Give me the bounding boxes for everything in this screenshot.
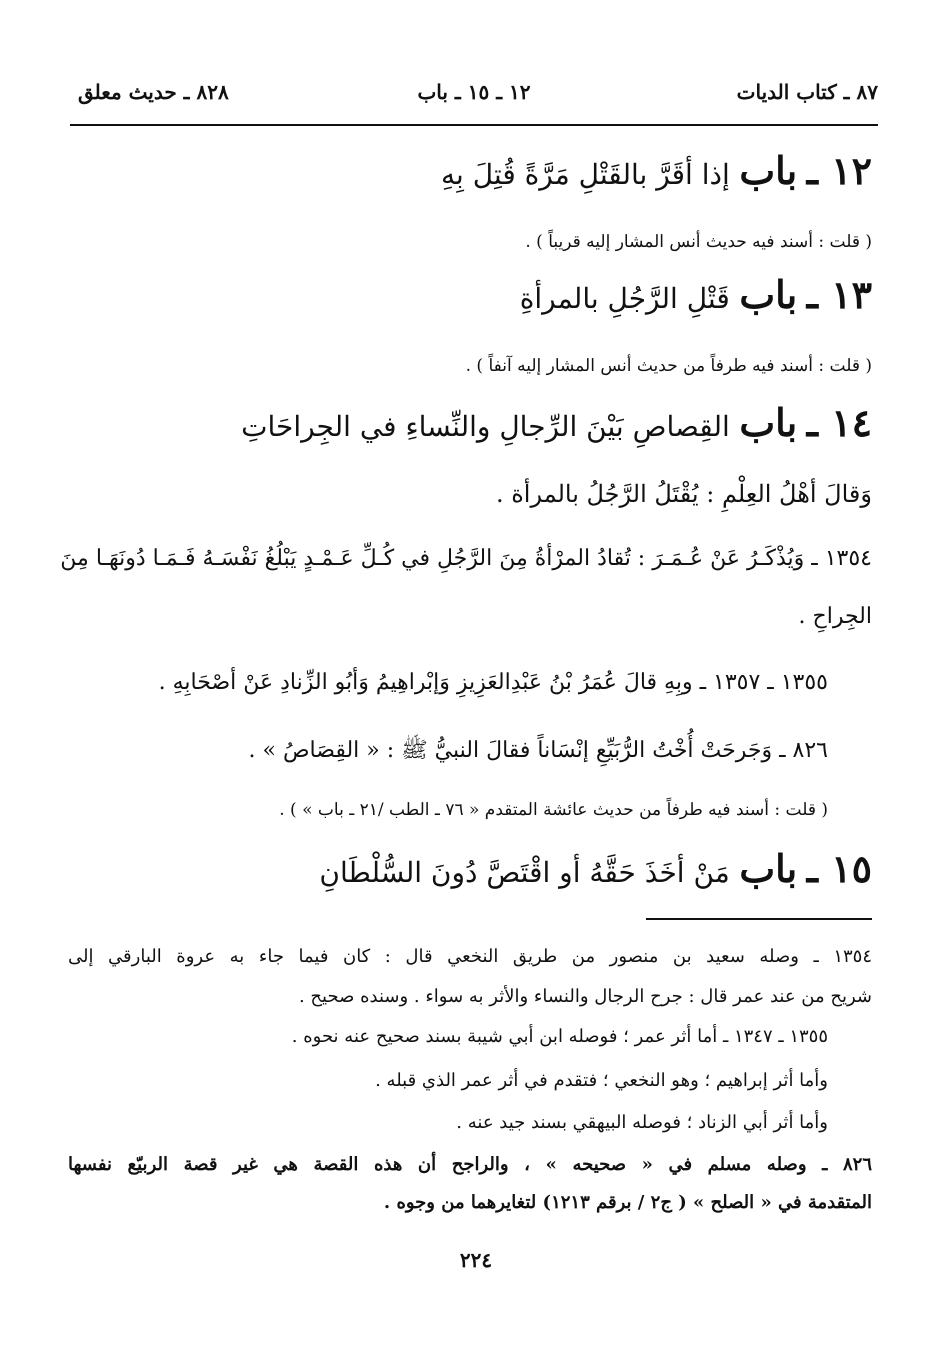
note-12: ( قلت : أسند فيه حديث أنس المشار إليه قريباً ) . [525,232,872,252]
section-title: قَتْلِ الرَّجُلِ بالمرأةِ [519,282,730,315]
page-number: ٢٢٤ [459,1248,493,1272]
header-hadith: ٨٢٨ ـ حديث معلق [78,80,229,104]
section-title: إذا أقَرَّ بالقَتْلِ مَرَّةً قُتِلَ بِهِ [440,158,730,191]
section-number: ١٥ ـ [806,846,872,891]
note-14: ( قلت : أسند فيه طرفاً من حديث عائشة المتقدم « ٧٦ ـ الطب /٢١ ـ باب » ) . [279,800,828,820]
section-title: مَنْ أخَذَ حَقَّهُ أو اقْتَصَّ دُونَ السُّلْطَانِ [319,856,730,889]
footnote-divider [646,918,872,920]
header-divider [70,124,878,126]
section-word: باب [739,846,798,891]
section-heading-13 [520,272,872,317]
section-heading-12 [441,148,872,193]
section-heading-14 [241,400,872,445]
footnote-826-line1: ٨٢٦ ـ وصله مسلم في « صحيحه » ، والراجح أن هذه القصة هي غير قصة الربيّع نفسها [68,1154,872,1175]
hadith-1355: ١٣٥٥ ـ ١٣٥٧ ـ وبِهِ قالَ عُمَرُ بْنُ عَبْدِالعَزِيزِ وَإبْراهِيمُ وَأبُو الزِّنادِ عَنْ أصْحَابِهِ . [158,670,828,695]
footnote-abu-zinad: وأما أثر أبي الزناد ؛ فوصله البيهقي بسند جيد عنه . [456,1112,828,1133]
section-number: ١٣ ـ [806,272,872,317]
running-header [70,80,878,114]
scholars-statement: وَقالَ أهْلُ العِلْمِ : يُقْتَلُ الرَّجُلُ بالمرأة . [495,480,872,508]
section-word: باب [739,272,798,317]
header-chapter: ٨٧ ـ كتاب الديات [736,80,878,104]
note-13: ( قلت : أسند فيه طرفاً من حديث أنس المشار إليه آنفاً ) . [465,356,872,376]
section-word: باب [739,400,798,445]
section-number: ١٢ ـ [806,148,872,193]
footnote-1355: ١٣٥٥ ـ ١٣٤٧ ـ أما أثر عمر ؛ فوصله ابن أبي شيبة بسند صحيح عنه نحوه . [291,1026,828,1047]
section-number: ١٤ ـ [806,400,872,445]
footnote-826-line2: المتقدمة في « الصلح » ( ج٢ / برقم ١٢١٣) لتغايرهما من وجوه . [383,1192,872,1213]
header-section-range: ١٢ ـ ١٥ ـ باب [417,80,531,104]
section-title: القِصاصِ بَيْنَ الرِّجالِ والنِّساءِ في الجِراحَاتِ [241,410,730,443]
footnote-ibrahim: وأما أثر إبراهيم ؛ وهو النخعي ؛ فتقدم في أثر عمر الذي قبله . [375,1070,828,1091]
hadith-1354-line1: ١٣٥٤ ـ وَيُذْكَـرُ عَنْ عُـمَـرَ : تُقادُ المرْأةُ مِنَ الرَّجُلِ في كُـلِّ عَـمْـدٍ يَبْلُغُ نَفْسَـهُ فَـمَـا دُونَهَـا مِنَ [60,546,872,571]
hadith-1354-line2: الجِراحِ . [798,604,872,629]
footnote-1354-line1: ١٣٥٤ ـ وصله سعيد بن منصور من طريق النخعي قال : كان فيما جاء به عروة البارقي إلى [68,946,872,967]
footnote-1354-line2: شريح من عند عمر قال : جرح الرجال والنساء والأثر به سواء . وسنده صحيح . [298,986,872,1007]
section-heading-15 [319,846,872,891]
section-word: باب [739,148,798,193]
hadith-826: ٨٢٦ ـ وَجَرحَتْ أُخْتُ الرُّبَيِّعِ إنْسَاناً فقالَ النبيُّ ﷺ : « القِصَاصُ » . [248,738,828,763]
